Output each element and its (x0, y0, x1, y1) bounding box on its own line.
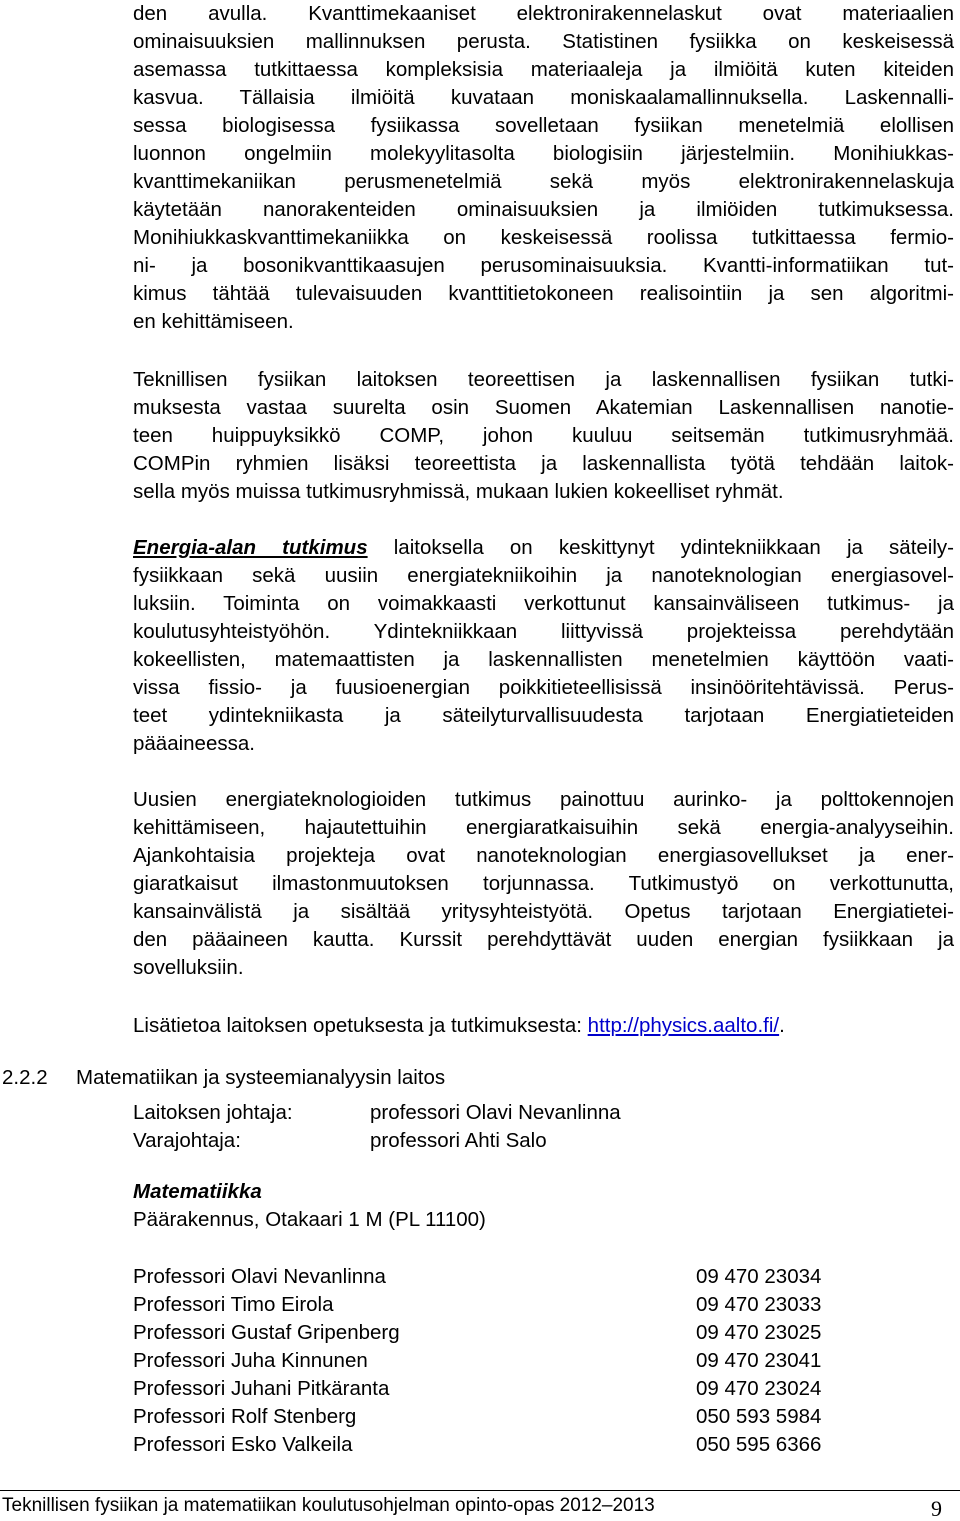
text-line: sella myös muissa tutkimusryhmissä, mukaan lukien kokeelliset ryhmät. (133, 480, 784, 503)
text-line: kokeellisten, matemaattisten ja laskennallisten menetelmien käyttöön vaati- (133, 648, 954, 671)
text-line: Ajankohtaisia projekteja ovat nanoteknologian energiasovellukset ja ener- (133, 844, 954, 867)
role-value: professori Olavi Nevanlinna (370, 1101, 621, 1124)
staff-phone: 09 470 23025 (696, 1321, 822, 1344)
text-line: kansainvälistä ja sisältää yritysyhteistyötä. Opetus tarjotaan Energiatietei- (133, 900, 954, 923)
staff-name: Professori Timo Eirola (133, 1293, 334, 1316)
address: Päärakennus, Otakaari 1 M (PL 11100) (133, 1208, 486, 1231)
role-value: professori Ahti Salo (370, 1129, 547, 1152)
role-label: Varajohtaja: (133, 1129, 241, 1152)
footer-title: Teknillisen fysiikan ja matematiikan koulutusohjelman opinto-opas 2012–2013 (2, 1495, 655, 1516)
text-line: kehittämiseen, hajautettuihin energiaratkaisuihin sekä energia-analyyseihin. (133, 816, 954, 839)
more-info-text: Lisätietoa laitoksen opetuksesta ja tutkimuksesta: (133, 1014, 588, 1037)
staff-phone: 09 470 23033 (696, 1293, 822, 1316)
text-line: ni- ja bosonikvanttikaasujen perusominaisuuksia. Kvantti-informatiikan tut- (133, 254, 954, 277)
more-info-line (133, 1012, 785, 1040)
text-line: koulutusyhteistyöhön. Ydintekniikkaan liittyvissä projekteissa perehdytään (133, 620, 954, 643)
staff-phone: 09 470 23041 (696, 1349, 822, 1372)
staff-name: Professori Juhani Pitkäranta (133, 1377, 390, 1400)
text-line: fysiikkaan sekä uusiin energiatekniikoihin ja nanoteknologian energiasovel- (133, 564, 954, 587)
text-line (133, 534, 954, 562)
page-footer (0, 1490, 960, 1521)
energy-research-heading: Energia-alan tutkimus (133, 536, 368, 559)
page-number: 9 (931, 1496, 942, 1521)
text-line: Uusien energiateknologioiden tutkimus painottuu aurinko- ja polttokennojen (133, 788, 954, 811)
staff-name: Professori Esko Valkeila (133, 1433, 353, 1456)
text-line: ominaisuuksien mallinnuksen perusta. Statistinen fysiikka on keskeisessä (133, 30, 954, 53)
text-line: den pääaineen kautta. Kurssit perehdyttävät uuden energian fysiikkaan ja (133, 928, 954, 951)
staff-phone: 09 470 23024 (696, 1377, 822, 1400)
text-line: pääaineessa. (133, 732, 255, 755)
role-label: Laitoksen johtaja: (133, 1101, 293, 1124)
text-line: en kehittämiseen. (133, 310, 294, 333)
staff-name: Professori Gustaf Gripenberg (133, 1321, 400, 1344)
text-line: teen huippuyksikkö COMP, johon kuuluu seitsemän tutkimusryhmää. (133, 424, 954, 447)
staff-phone: 050 593 5984 (696, 1405, 822, 1428)
text-line: Teknillisen fysiikan laitoksen teoreettisen ja laskennallisen fysiikan tutki- (133, 368, 954, 391)
text-line: luksiin. Toiminta on voimakkaasti verkottunut kansainväliseen tutkimus- ja (133, 592, 954, 615)
text-line: kimus tähtää tulevaisuuden kvanttitietokoneen realisointiin ja sen algoritmi- (133, 282, 954, 305)
text-line: Monihiukkaskvanttimekaniikka on keskeisessä roolissa tutkittaessa fermio- (133, 226, 954, 249)
text-line: sessa biologisessa fysiikassa sovelletaan fysiikan menetelmiä elollisen (133, 114, 954, 137)
text-line: COMPin ryhmien lisäksi teoreettista ja laskennallista työtä tehdään laitok- (133, 452, 954, 475)
staff-phone: 09 470 23034 (696, 1265, 822, 1288)
text-line: vissa fissio- ja fuusioenergian poikkitieteellisissä insinööritehtävissä. Perus- (133, 676, 954, 699)
text-line: luonnon ongelmiin molekyylitasolta biologisiin järjestelmiin. Monihiukkas- (133, 142, 954, 165)
section-number: 2.2.2 (2, 1066, 48, 1089)
text-line: käytetään nanorakenteiden ominaisuuksien ja ilmiöiden tutkimuksessa. (133, 198, 954, 221)
staff-phone: 050 595 6366 (696, 1433, 822, 1456)
text-line: kasvua. Tällaisia ilmiöitä kuvataan moniskaalamallinnuksella. Laskennalli- (133, 86, 954, 109)
text-line: sovelluksiin. (133, 956, 244, 979)
staff-name: Professori Olavi Nevanlinna (133, 1265, 386, 1288)
text-line: kvanttimekaniikan perusmenetelmiä sekä myös elektronirakennelaskuja (133, 170, 954, 193)
text-line: den avulla. Kvanttimekaaniset elektronirakennelaskut ovat materiaalien (133, 2, 954, 25)
staff-name: Professori Juha Kinnunen (133, 1349, 368, 1372)
text-line: teet ydintekniikasta ja säteilyturvallisuudesta tarjotaan Energiatieteiden (133, 704, 954, 727)
more-info-end: . (779, 1014, 785, 1037)
staff-name: Professori Rolf Stenberg (133, 1405, 357, 1428)
text-line: giaratkaisut ilmastonmuutoksen torjunnassa. Tutkimustyö on verkottunutta, (133, 872, 954, 895)
text-run: laitoksella on keskittynyt ydintekniikkaan ja säteily- (367, 536, 954, 559)
section-title: Matematiikan ja systeemianalyysin laitos (76, 1066, 446, 1089)
physics-website-link[interactable]: http://physics.aalto.fi/ (587, 1014, 780, 1037)
subheading-mathematics: Matematiikka (133, 1180, 262, 1203)
text-line: asemassa tutkittaessa kompleksisia materiaaleja ja ilmiöitä kuten kiteiden (133, 58, 954, 81)
text-line: muksesta vastaa suurelta osin Suomen Akatemian Laskennallisen nanotie- (133, 396, 954, 419)
